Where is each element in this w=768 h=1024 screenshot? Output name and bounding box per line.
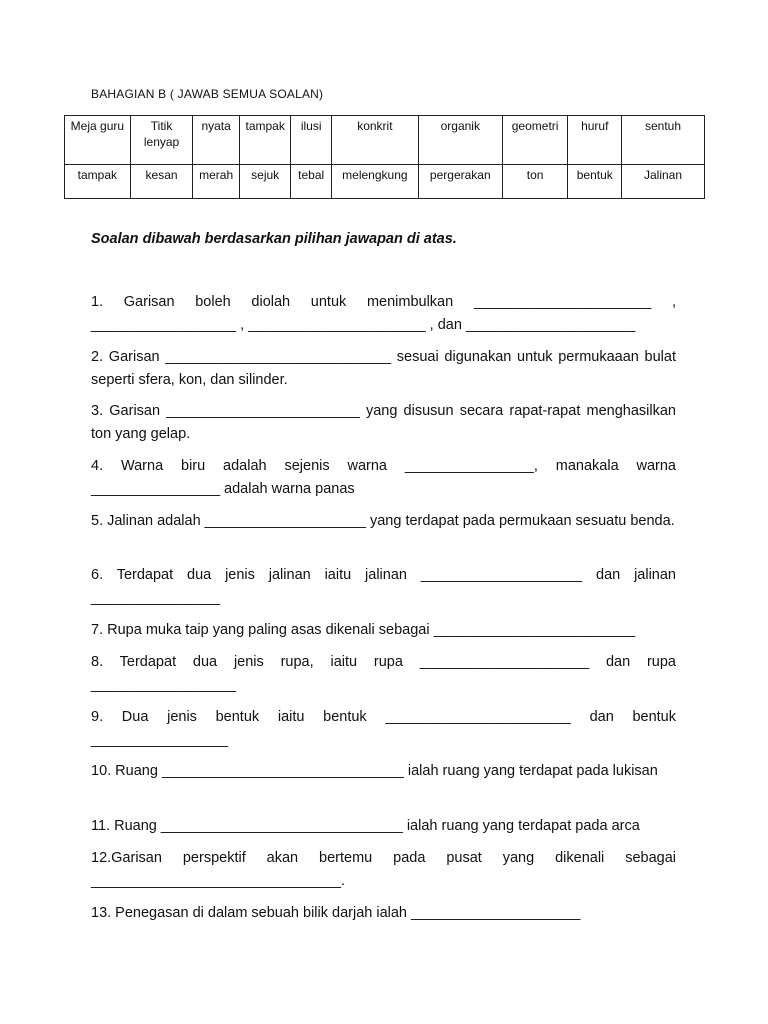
question-10: 10. Ruang ______________________________ ialah ruang yang terdapat pada lukisan — [91, 763, 658, 779]
question-5: 5. Jalinan adalah ____________________ yang terdapat pada permukaan sesuatu benda. — [91, 513, 675, 529]
question-11: 11. Ruang ______________________________ ialah ruang yang terdapat pada arca — [91, 818, 640, 834]
question-6: 6. Terdapat dua jenis jalinan iaitu jalinan ____________________ dan jalinan ________________ — [91, 567, 676, 606]
table-cell: konkrit — [331, 116, 418, 165]
table-cell: huruf — [568, 116, 622, 165]
section-heading: BAHAGIAN B ( JAWAB SEMUA SOALAN) — [91, 87, 324, 101]
question-7: 7. Rupa muka taip yang paling asas dikenali sebagai _________________________ — [91, 622, 636, 638]
table-cell: ton — [502, 165, 568, 199]
table-cell: geometri — [502, 116, 568, 165]
instruction-text: Soalan dibawah berdasarkan pilihan jawapan di atas. — [91, 231, 457, 247]
question-12: 12.Garisan perspektif akan bertemu pada pusat yang dikenali sebagai _______________________________. — [91, 850, 676, 889]
question-3: 3. Garisan ________________________ yang disusun secara rapat-rapat menghasilkan ton yang gelap. — [91, 403, 676, 442]
table-cell: Jalinan — [622, 165, 705, 199]
question-2: 2. Garisan ____________________________ sesuai digunakan untuk permukaaan bulat seperti sfera, kon, dan silinder. — [91, 349, 676, 388]
question-9: 9. Dua jenis bentuk iaitu bentuk _______________________ dan bentuk _________________ — [91, 709, 676, 748]
table-cell: tampak — [65, 165, 131, 199]
question-4: 4. Warna biru adalah sejenis warna ________________, manakala warna ________________ adalah warna panas — [91, 458, 676, 497]
table-cell: ilusi — [291, 116, 331, 165]
table-cell: pergerakan — [418, 165, 502, 199]
question-1: 1. Garisan boleh diolah untuk menimbulkan ______________________ , __________________ , ______________________ , dan _____________________ — [91, 294, 676, 333]
table-cell: kesan — [130, 165, 193, 199]
answer-choices-table — [64, 115, 705, 199]
table-cell: tebal — [291, 165, 331, 199]
table-cell: tampak — [239, 116, 291, 165]
question-13: 13. Penegasan di dalam sebuah bilik darjah ialah _____________________ — [91, 905, 581, 921]
table-cell: Titik lenyap — [130, 116, 193, 165]
table-row — [65, 116, 705, 165]
table-cell: sentuh — [622, 116, 705, 165]
table-cell: organik — [418, 116, 502, 165]
table-cell: nyata — [193, 116, 240, 165]
table-row — [65, 165, 705, 199]
table-cell: melengkung — [331, 165, 418, 199]
question-8: 8. Terdapat dua jenis rupa, iaitu rupa _____________________ dan rupa __________________ — [91, 654, 676, 693]
table-cell: merah — [193, 165, 240, 199]
table-cell: bentuk — [568, 165, 622, 199]
table-cell: Meja guru — [65, 116, 131, 165]
table-cell: sejuk — [239, 165, 291, 199]
